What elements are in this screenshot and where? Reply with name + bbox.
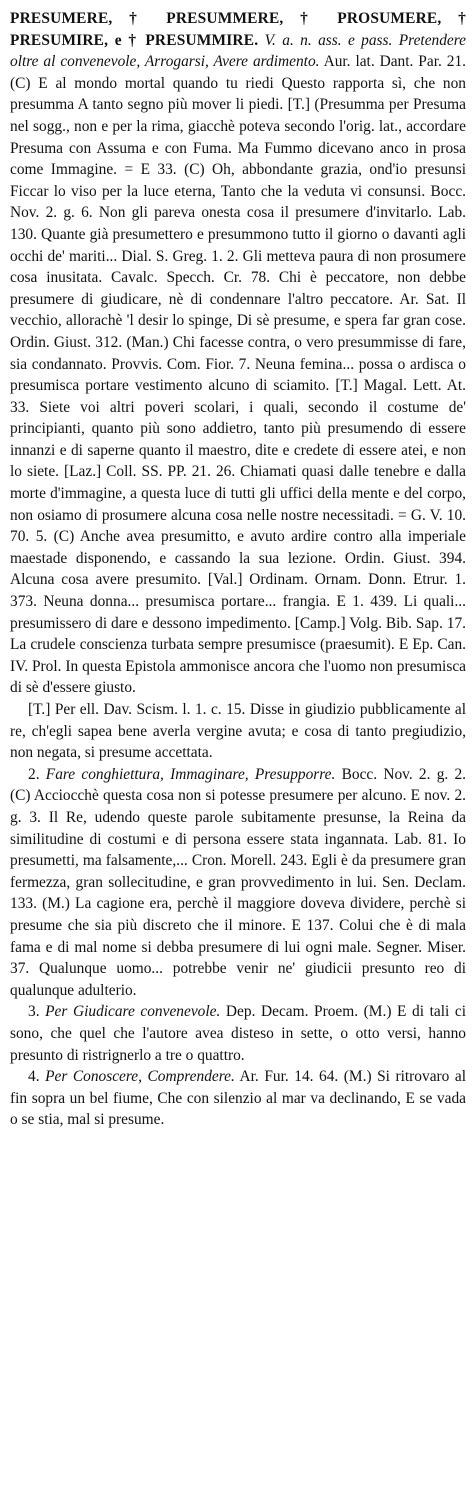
entry-note: [T.] Per ell. Dav. Scism. l. 1. c. 15. Disse in giudizio pubblicamente al re, ch'egli sapea bene averla vergine avuta; e cosa di tanto pregiudizio, non negata, si presume accettata. — [10, 701, 466, 762]
sense-text: Ar. Fur. 14. 64. (M.) Si ritrovaro al fin sopra un bel fiume, Che con silenzio al mar va declinando, E se vada o se stia, mal si presume. — [10, 1068, 466, 1129]
sense-2 — [10, 764, 466, 1002]
sense-number: 2. — [28, 765, 40, 783]
entry-headword: PRESUMERE, † PRESUMMERE, † PROSUMERE, † PRESUMIRE, e † PRESUMMIRE. — [10, 10, 466, 49]
sense-definition: Per Giudicare convenevole. — [45, 1003, 221, 1021]
sense-4 — [10, 1066, 466, 1131]
sense-definition: Fare conghiettura, Immaginare, Presupporre. — [45, 765, 336, 783]
sense-3 — [10, 1001, 466, 1066]
sense-number: 4. — [28, 1068, 40, 1086]
sense-text: Bocc. Nov. 2. g. 2. (C) Acciocchè questa cosa non si potesse presumere per alcuno. E nov. 2. g. 3. Il Re, udendo queste parole subitamente presunse, la Reina da similitudine di costumi e di persona essere stata ingannata. Lab. 81. Io presumetti, ma falsamente,... Cron. Morell. 243. Egli è da presumere gran fermezza, gran sollecitudine, e gran provvedimento in lui. Sen. Declam. 133. (M.) La cagione era, perchè il maggiore doveva dividere, perchè si presume che sia più discreto che il minore. E 137. Colui che è di mala fama e di mal nome si debba presumere di lui ogni male. Segner. Miser. 37. Qualunque uomo... potrebbe venir ne' giudicii presunto reo di qualunque adulterio. — [10, 765, 467, 999]
entry-definition: Pretendere oltre al convenevole, Arrogarsi, Avere ardimento. — [10, 31, 466, 71]
entry-body-text: Aur. lat. Dant. Par. 21. (C) E al mondo mortal quando tu riedi Questo rapporta sì, che non presumma A tanto segno più mover li piedi. [T.] (Presumma per Presuma nel sogg., non e per la rima, giacchè poteva secondo l'orig. lat., accordare Presuma con Assuma e con Fuma. Ma Fummo dicevano anco in prosa come Immagine. = E 33. (C) Oh, abbondante grazia, ond'io presunsi Ficcar lo viso per la luce eterna, Tanto che la veduta vi consunsi. Bocc. Nov. 2. g. 6. Non gli pareva onesta cosa il presumere d'invitarlo. Lab. 130. Quante già presumettero e presummono tutto il giorno o davanti agli occhi de' mariti... Dial. S. Greg. 1. 2. Gli metteva paura di non prosumere cosa inusitata. Cavalc. Specch. Cr. 78. Chi è peccatore, non debbe presumere di giudicare, nè di condennare l'altro peccatore. Ar. Sat. Il vecchio, allorachè 'l desir lo spinge, Di sè presume, e spera far gran cose. Ordin. Giust. 312. (Man.) Chi facesse contra, o vero presummisse di fare, sia condannato. Provvis. Com. Fior. 7. Neuna femina... possa o ardisca o presumisca portare vestimento alcuno di sciamito. [T.] Magal. Lett. At. 33. Siete voi altri poveri scolari, i quali, secondo il costume de' principianti, quanto più sono addietro, tanto più presumendo di essere innanzi e di saperne quanto il maestro, dite e credete di essere atei, e non lo siete. [Laz.] Coll. SS. PP. 21. 26. Chiamati quasi dalle tenebre e dalla morte d'immagine, a questa luce di tutti gli uffici della mente e del corpo, non osiamo di prosumere alcuna cosa nelle nostre necessitadi. = G. V. 10. 70. 5. (C) Anche avea presumitto, e avuto ardire contro alla imperiale maestade disponendo, e cassando la sua lezione. Ordin. Giust. 394. Alcuna cosa avere presumito. [Val.] Ordinam. Ornam. Donn. Etrur. 1. 373. Neuna donna... presumisca portare... frangia. E 1. 439. Li quali... presumissero di dare e dessono impedimento. [Camp.] Volg. Bib. Sap. 17. La crudele conscienza turbata sempre presumisce (praesumit). E Ep. Can. IV. Prol. In questa Epistola ammonisce ancora che l'uomo non presumisca di sè d'essere giusto. — [10, 53, 466, 697]
entry-main — [10, 8, 466, 699]
sense-text: Dep. Decam. Proem. (M.) E di tali ci sono, che quel che l'autore avea disteso in sette, o otto versi, hanno presunto di ristrignerlo a tre o quattro. — [10, 1003, 466, 1064]
sense-definition: Per Conoscere, Comprendere. — [45, 1068, 235, 1086]
sense-number: 3. — [28, 1003, 40, 1021]
entry-grammar: V. a. n. ass. e pass. — [264, 31, 393, 49]
